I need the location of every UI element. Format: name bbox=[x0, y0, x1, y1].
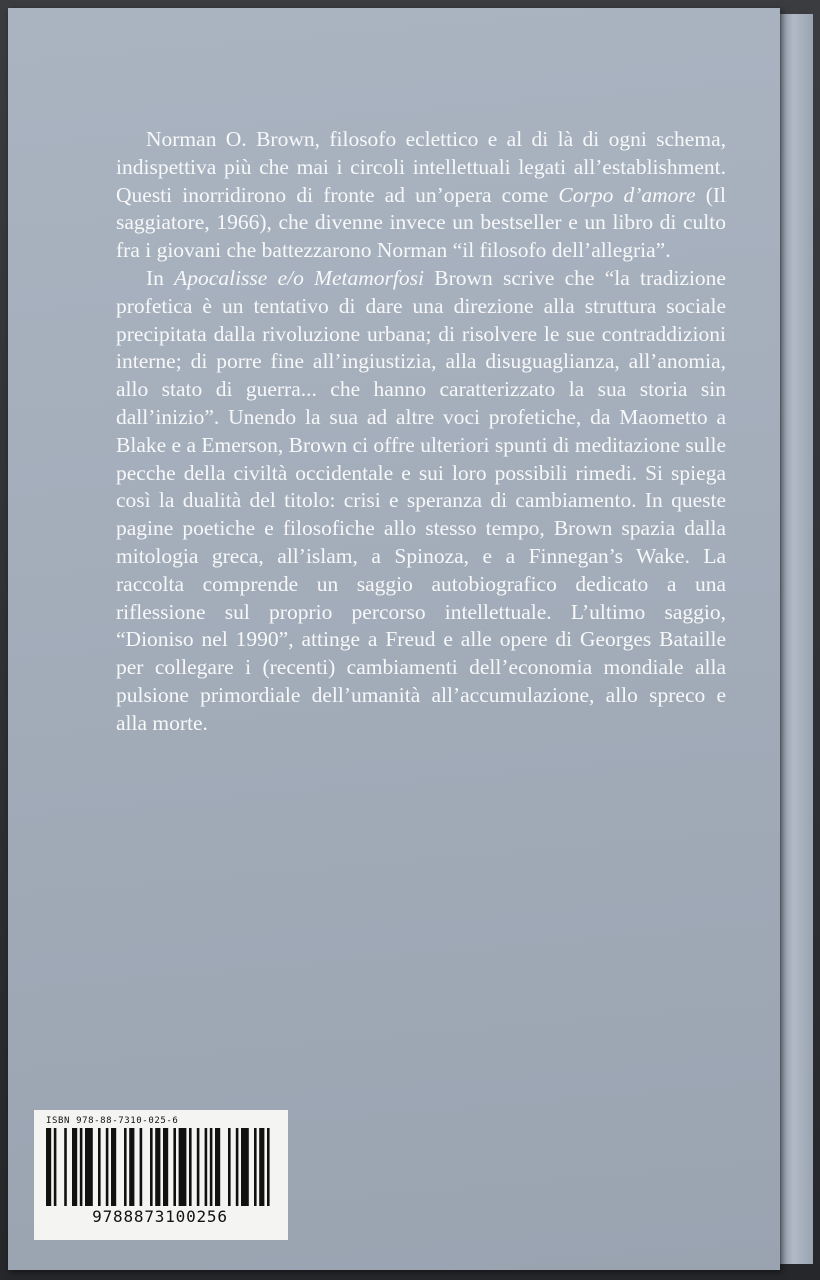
blurb-text: Norman O. Brown, filosofo eclettico e al di là di ogni schema, indispettiva più che mai i circoli intellettuali legati all’establishment. Questi inorridirono di fronte ad un’opera come bbox=[116, 127, 726, 207]
isbn-text: ISBN 978-88-7310-025-6 bbox=[46, 1116, 179, 1126]
blurb-text: Brown scrive che “la tradizione profetica è un tentativo di dare una direzione alla struttura sociale precipitata dalla rivoluzione urbana; di risolvere le sue contraddizioni interne; di porre fine all’ingiustizia, alla disuguaglianza, all’anomia, allo stato di guerra... che hanno caratterizzato la sua storia sin dall’inizio”. Unendo la sua ad altre voci profetiche, da Maometto a Blake e a Emerson, Brown ci offre ulteriori spunti di meditazione sulle pecche della civiltà occidentale e sui loro possibili rimedi. Si spiega così la dualità del titolo: crisi e speranza di cambiamento. In queste pagine poetiche e filosofiche allo stesso tempo, Brown spazia dalla mitologia greca, all’islam, a Spinoza, e a Finnegan’s Wake. La raccolta comprende un saggio autobiografico dedicato a una riflessione sul proprio percorso intellettuale. L’ultimo saggio, “Dioniso nel 1990”, attinge a Freud e alle opere di Georges Bataille per collegare i (recenti) cambiamenti dell’economia mondiale alla pulsione primordiale dell’umanità all’accumulazione, allo spreco e alla morte. bbox=[116, 265, 726, 735]
page-block-edge bbox=[780, 14, 813, 1264]
italic-title: Apocalisse e/o Metamorfosi bbox=[174, 265, 424, 290]
blurb-text: (Il saggiatore, 1966), che divenne invece un bestseller e un libro di culto fra i giovani che battezzarono Norman “il filosofo dell’allegria”. bbox=[116, 182, 726, 263]
barcode-digits: 9788873100256 bbox=[92, 1207, 228, 1226]
blurb-paragraph-1 bbox=[116, 126, 726, 265]
barcode-icon bbox=[42, 1128, 280, 1206]
italic-title: Corpo d’amore bbox=[558, 182, 696, 207]
blurb-text: In bbox=[146, 265, 175, 290]
blurb-paragraph-2 bbox=[116, 265, 726, 738]
cover-blurb bbox=[116, 126, 726, 738]
barcode-label bbox=[34, 1110, 288, 1240]
